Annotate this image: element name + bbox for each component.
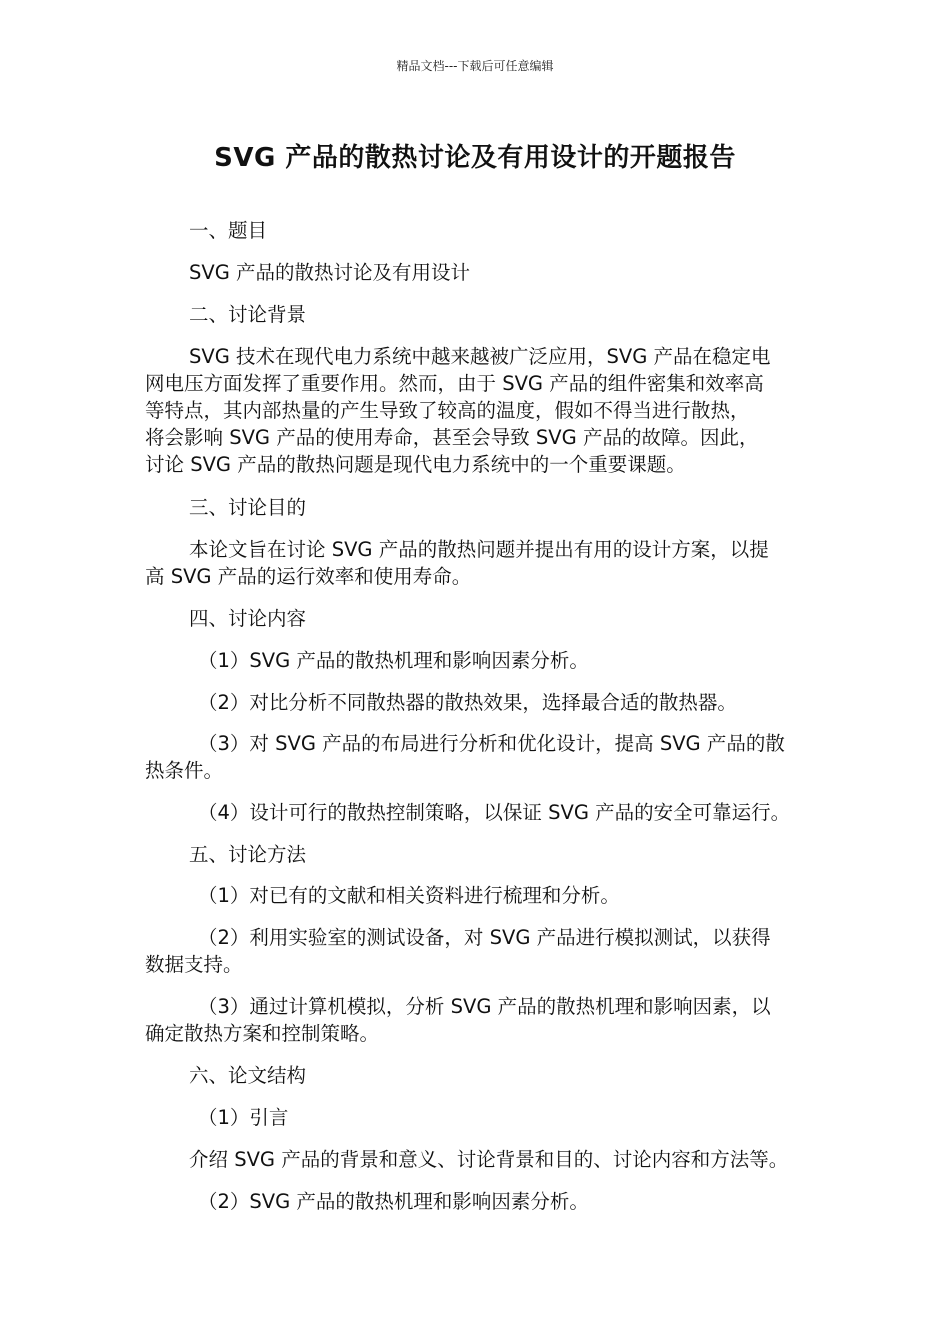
section-heading-aim: 三、讨论目的 <box>189 496 307 519</box>
section-heading-content: 四、讨论内容 <box>189 607 307 630</box>
list-item: （1）SVG 产品的散热机理和影响因素分析。 <box>198 649 589 672</box>
paragraph-line: 介绍 SVG 产品的背景和意义、讨论背景和目的、讨论内容和方法等。 <box>189 1148 789 1171</box>
list-item: （1）引言 <box>198 1106 289 1129</box>
list-item: （2）对比分析不同散热器的散热效果，选择最合适的散热器。 <box>198 691 737 714</box>
section-heading-topic: 一、题目 <box>189 219 268 242</box>
header-note: 精品文档---下载后可任意编辑 <box>396 59 554 73</box>
topic-text: SVG 产品的散热讨论及有用设计 <box>189 261 471 284</box>
paragraph-line: 讨论 SVG 产品的散热问题是现代电力系统中的一个重要课题。 <box>145 453 686 476</box>
section-heading-background: 二、讨论背景 <box>189 303 307 326</box>
list-item-continuation: 数据支持。 <box>145 953 243 976</box>
list-item: （4）设计可行的散热控制策略，以保证 SVG 产品的安全可靠运行。 <box>198 801 791 824</box>
paragraph-line: SVG 技术在现代电力系统中越来越被广泛应用，SVG 产品在稳定电 <box>189 345 771 368</box>
list-item-continuation: 热条件。 <box>145 759 224 782</box>
section-heading-method: 五、讨论方法 <box>189 843 307 866</box>
paragraph-line: 高 SVG 产品的运行效率和使用寿命。 <box>145 565 472 588</box>
list-item: （1）对已有的文献和相关资料进行梳理和分析。 <box>198 884 620 907</box>
list-item: （3）通过计算机模拟，分析 SVG 产品的散热机理和影响因素，以 <box>198 995 771 1018</box>
paragraph-line: 网电压方面发挥了重要作用。然而，由于 SVG 产品的组件密集和效率高 <box>145 372 764 395</box>
document-title: SVG 产品的散热讨论及有用设计的开题报告 <box>214 143 736 173</box>
list-item: （2）SVG 产品的散热机理和影响因素分析。 <box>198 1190 589 1213</box>
section-heading-structure: 六、论文结构 <box>189 1064 307 1087</box>
paragraph-line: 本论文旨在讨论 SVG 产品的散热问题并提出有用的设计方案，以提 <box>189 538 769 561</box>
paragraph-line: 等特点，其内部热量的产生导致了较高的温度，假如不得当进行散热， <box>145 399 750 422</box>
list-item-continuation: 确定散热方案和控制策略。 <box>145 1022 380 1045</box>
list-item: （3）对 SVG 产品的布局进行分析和优化设计，提高 SVG 产品的散 <box>198 732 785 755</box>
list-item: （2）利用实验室的测试设备，对 SVG 产品进行模拟测试，以获得 <box>198 926 771 949</box>
paragraph-line: 将会影响 SVG 产品的使用寿命，甚至会导致 SVG 产品的故障。因此， <box>145 426 759 449</box>
